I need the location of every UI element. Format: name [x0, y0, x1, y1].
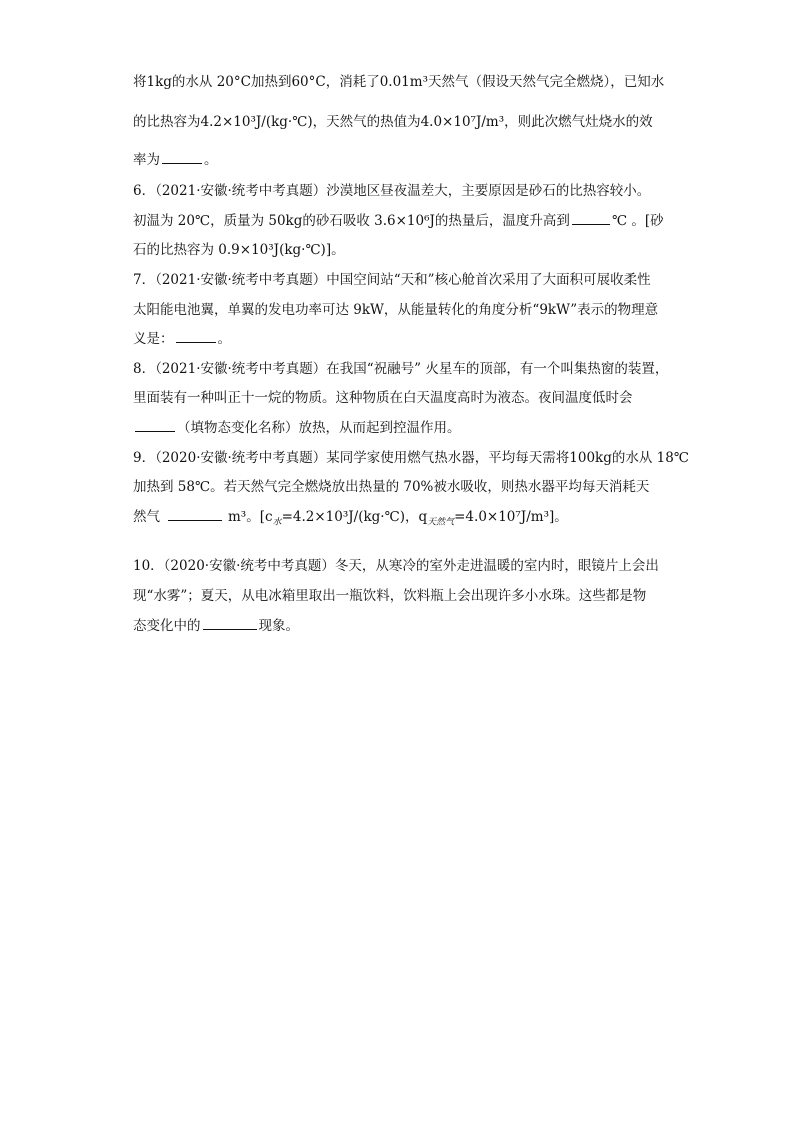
q9-line-1: 9．（2020·安徽·统考中考真题）某同学家使用燃气热水器，平均每天需将100kg的水从 18℃ [133, 450, 689, 466]
q10-line-3-text: 态变化中的 [133, 618, 201, 634]
q9-sub-water: 水 [272, 517, 282, 528]
q9-sub-gas: 天然气 [427, 517, 455, 528]
q5-line-3-end: 。 [204, 152, 218, 168]
answer-blank [572, 212, 610, 225]
q5-line-3 [133, 150, 673, 170]
q9-mid: =4.2×10³J/(kg·℃)，q [281, 509, 428, 525]
q6-line-2 [133, 211, 673, 231]
q8-line-3 [133, 418, 673, 438]
q9-line-3 [133, 507, 673, 533]
q8-line-3-text: （填物态变化名称）放热，从而起到控温作用。 [177, 420, 461, 436]
answer-blank [162, 151, 202, 164]
q5-line-1: 将1kg的水从 20°C加热到60°C，消耗了0.01m³天然气（假设天然气完全燃烧），已知水 [133, 74, 665, 90]
answer-blank [135, 419, 175, 432]
q8-line-2: 里面装有一种叫正十一烷的物质。这种物质在白天温度高时为液态。夜间温度低时会 [133, 390, 633, 406]
q7-line-3-end: 。 [217, 331, 231, 347]
q8-line-1: 8．（2021·安徽·统考中考真题）在我国“祝融号” 火星车的顶部，有一个叫集热窗的装置， [133, 361, 669, 377]
q9-line-3-text: 然气 [133, 509, 160, 525]
q7-line-1: 7．（2021·安徽·统考中考真题）中国空间站“天和”核心舱首次采用了大面积可展收柔性 [133, 272, 651, 288]
q10-line-3 [133, 616, 673, 636]
q10-line-1: 10．（2020·安徽·统考中考真题）冬天，从寒冷的室外走进温暖的室内时，眼镜片上会出 [133, 558, 659, 574]
answer-blank [176, 330, 216, 343]
answer-blank [203, 617, 257, 630]
q10-line-3-end: 现象。 [258, 618, 299, 634]
answer-blank [168, 508, 222, 521]
q6-line-2-text: 初温为 20℃，质量为 50kg的砂石吸收 3.6×10⁶J的热量后，温度升高到 [133, 213, 570, 229]
q9-line-2: 加热到 58℃。若天然气完全燃烧放出热量的 70%被水吸收，则热水器平均每天消耗天 [133, 479, 650, 495]
q10-line-2: 现“水雾”；夏天，从电冰箱里取出一瓶饮料，饮料瓶上会出现许多小水珠。这些都是物 [133, 588, 647, 604]
q6-line-3: 石的比热容为 0.9×10³J(kg·℃)]。 [133, 242, 345, 258]
q6-line-2-end: ℃ 。[砂 [611, 213, 664, 229]
q9-unit: m³。[c [228, 509, 273, 525]
q7-line-2: 太阳能电池翼，单翼的发电功率可达 9kW，从能量转化的角度分析“9kW”表示的物理意 [133, 302, 659, 318]
q7-line-3 [133, 329, 673, 349]
q6-line-1: 6．（2021·安徽·统考中考真题）沙漠地区昼夜温差大，主要原因是砂石的比热容较小。 [133, 183, 651, 199]
q5-line-2: 的比热容为4.2×10³J/(kg·℃)，天然气的热值为4.0×10⁷J/m³，则此次燃气灶烧水的效 [133, 114, 653, 130]
q5-line-3-text: 率为 [133, 152, 160, 168]
q9-end: =4.0×10⁷J/m³]。 [454, 509, 568, 525]
q7-line-3-text: 义是： [133, 331, 174, 347]
